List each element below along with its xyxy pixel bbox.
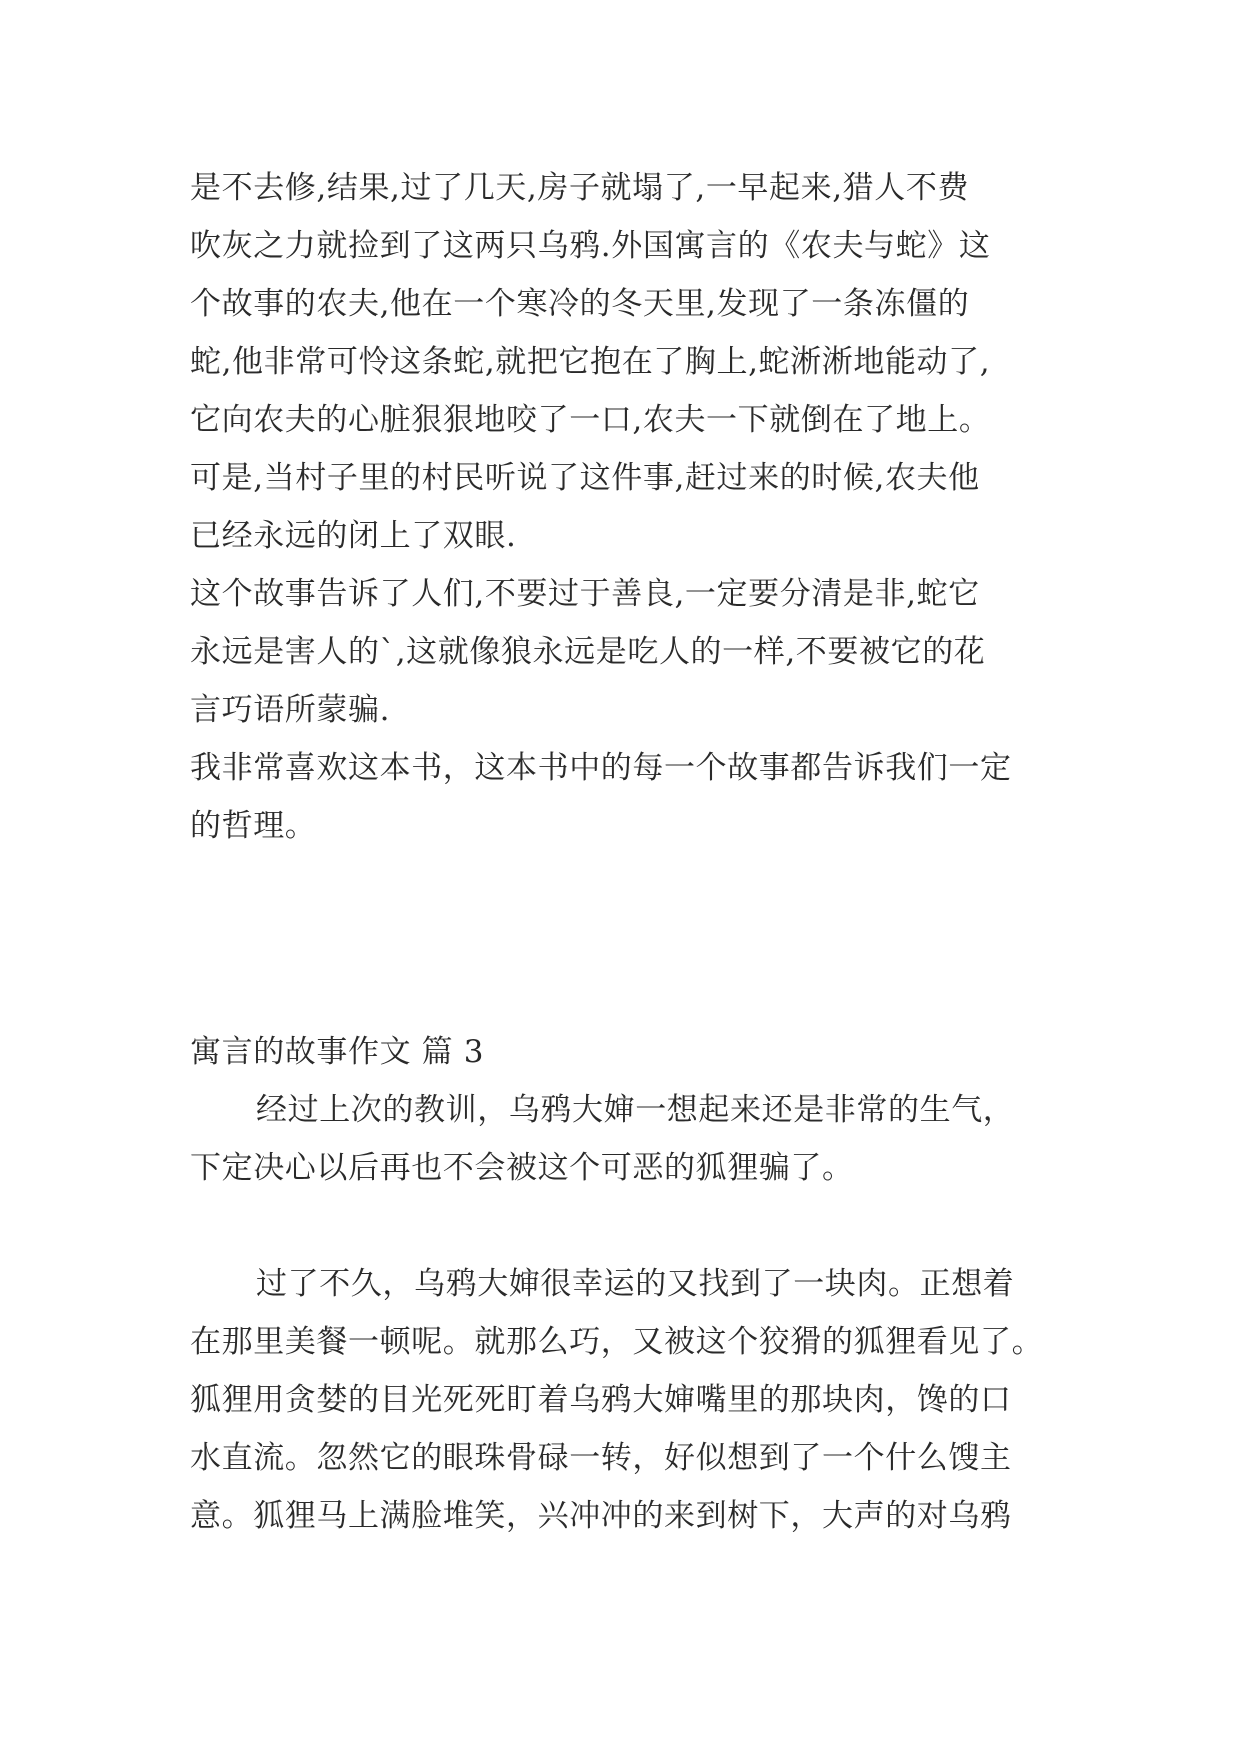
text-line: 它向农夫的心脏狠狠地咬了一口,农夫一下就倒在了地上。 — [190, 402, 991, 438]
text-line: 我非常喜欢这本书，这本书中的每一个故事都告诉我们一定 — [190, 750, 1012, 786]
text-line: 狐狸用贪婪的目光死死盯着乌鸦大婶嘴里的那块肉，馋的口 — [190, 1382, 1012, 1418]
text-line: 过了不久，乌鸦大婶很幸运的又找到了一块肉。正想着 — [256, 1266, 1015, 1302]
text-line: 蛇,他非常可怜这条蛇,就把它抱在了胸上,蛇淅淅地能动了, — [190, 344, 991, 380]
section-heading: 寓言的故事作文 篇 3 — [190, 1034, 485, 1070]
text-line: 在那里美餐一顿呢。就那么巧，又被这个狡猾的狐狸看见了。 — [190, 1324, 1044, 1360]
text-line: 这个故事告诉了人们,不要过于善良,一定要分清是非,蛇它 — [190, 576, 980, 612]
text-line: 是不去修,结果,过了几天,房子就塌了,一早起来,猎人不费 — [190, 170, 970, 206]
text-line: 个故事的农夫,他在一个寒冷的冬天里,发现了一条冻僵的 — [190, 286, 970, 322]
text-line: 可是,当村子里的村民听说了这件事,赶过来的时候,农夫他 — [190, 460, 980, 496]
text-line: 水直流。忽然它的眼珠骨碌一转，好似想到了一个什么馊主 — [190, 1440, 1012, 1476]
text-line: 下定决心以后再也不会被这个可恶的狐狸骗了。 — [190, 1150, 854, 1186]
text-line: 言巧语所蒙骗. — [190, 692, 391, 728]
text-line: 已经永远的闭上了双眼. — [190, 518, 517, 554]
text-line: 永远是害人的`,这就像狼永远是吃人的一样,不要被它的花 — [190, 634, 986, 670]
text-line: 意。狐狸马上满脸堆笑，兴冲冲的来到树下，大声的对乌鸦 — [190, 1498, 1012, 1534]
text-line: 吹灰之力就捡到了这两只乌鸦.外国寓言的《农夫与蛇》这 — [190, 228, 991, 264]
text-line: 经过上次的教训，乌鸦大婶一想起来还是非常的生气， — [256, 1092, 1015, 1128]
text-line: 的哲理。 — [190, 808, 317, 844]
